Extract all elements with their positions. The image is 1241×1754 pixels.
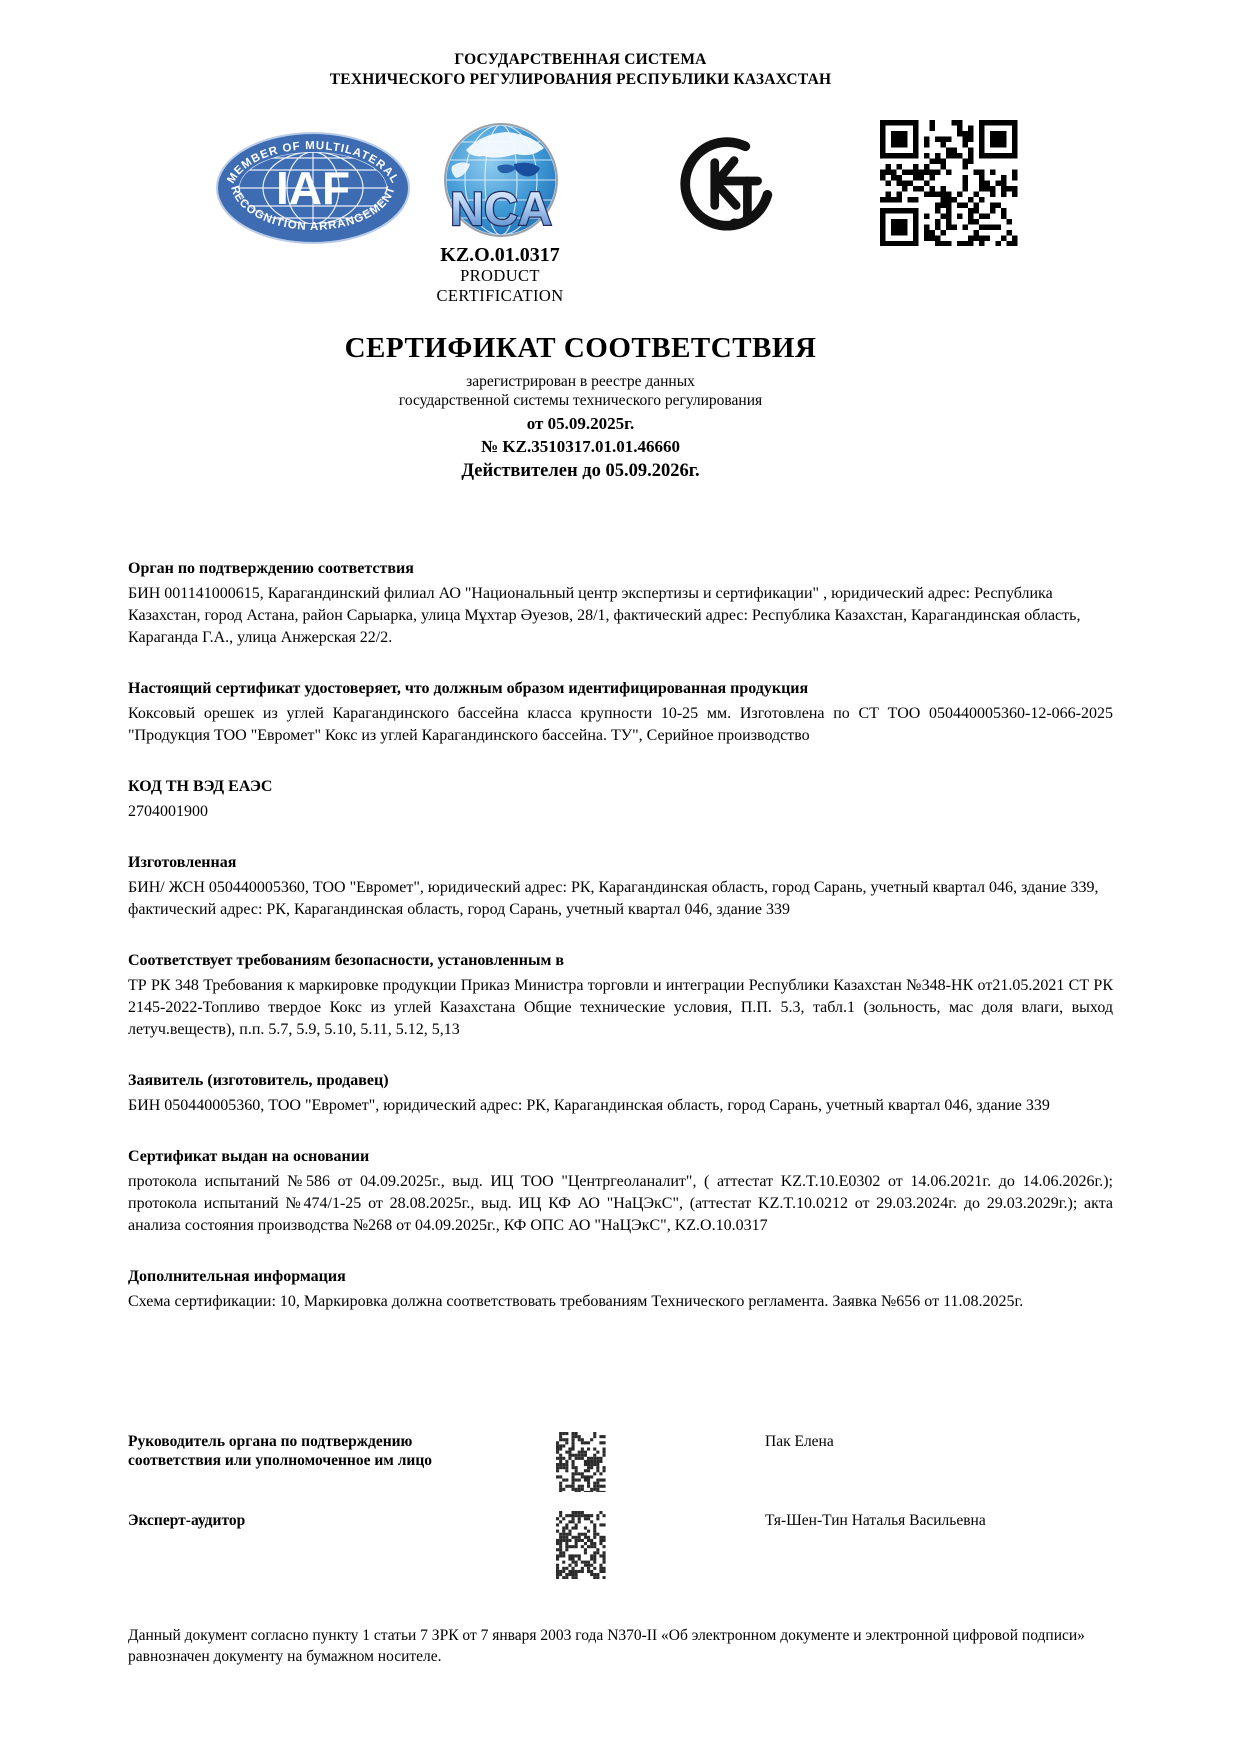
section-product bbox=[128, 678, 1113, 747]
iaf-letters: IAF bbox=[275, 162, 351, 214]
sections bbox=[128, 558, 1113, 1342]
nca-letters: NCA bbox=[450, 182, 552, 235]
registration-line2: государственной системы технического регулирования bbox=[398, 392, 763, 409]
section-heading: Настоящий сертификат удостоверяет, что должным образом идентифицированная продукция bbox=[128, 680, 809, 697]
section-heading: Дополнительная информация bbox=[128, 1268, 346, 1285]
section-heading: Соответствует требованиям безопасности, установленным в bbox=[128, 952, 565, 969]
section-heading: КОД ТН ВЭД ЕАЭС bbox=[128, 778, 273, 795]
registration-date: от 05.09.2025г. bbox=[526, 414, 635, 433]
signature-name: Тя-Шен-Тин Наталья Васильевна bbox=[765, 1512, 986, 1529]
section-heading: Изготовленная bbox=[128, 854, 237, 871]
iaf-bottom-arc-text: RECOGNITION ARRANGEMENT bbox=[228, 184, 398, 234]
section-additional-info bbox=[128, 1266, 1113, 1313]
section-body: БИН 001141000615, Карагандинский филиал АО "Национальный центр экспертизы и сертификации" , юридический адрес: Республика Казахстан, город Астана, район Сарыарка, улица Мұхтар Әуезов, 28/1, фактический адрес: Республика Казахстан, Карагандинская область, Караганда Г.А., улица Анжерская 22/2. bbox=[128, 585, 1081, 646]
section-body: Коксовый орешек из углей Карагандинского бассейна класса крупности 10-25 мм. Изготовлена по СТ ТОО 050440005360-12-066-2025 "Продукция ТОО "Евромет" Кокс из углей Карагандинского бассейна. ТУ", Серийное производство bbox=[128, 705, 1113, 744]
section-body: БИН 050440005360, ТОО "Евромет", юридический адрес: РК, Карагандинская область, город Сарань, учетный квартал 046, здание 339 bbox=[128, 1097, 1050, 1114]
accreditation-block bbox=[355, 244, 645, 306]
qr-code bbox=[880, 120, 1018, 251]
gov-header-line1: ГОСУДАРСТВЕННАЯ СИСТЕМА bbox=[454, 51, 707, 68]
section-tnved-code bbox=[128, 776, 1113, 823]
gov-header bbox=[128, 50, 1033, 90]
valid-until: Действителен до 05.09.2026г. bbox=[461, 461, 700, 481]
section-heading: Орган по подтверждению соответствия bbox=[128, 560, 414, 577]
section-body: ТР РК 348 Требования к маркировке продукции Приказ Министра торговли и интеграции Республики Казахстан №348-НК от21.05.2021 СТ РК 2145-2022-Топливо твердое Кокс из углей Казахстана Общие технические условия, П.П. 5.3, табл.1 (зольность, мас доля влаги, выход летуч.веществ), п.п. 5.7, 5.9, 5.10, 5.11, 5.12, 5,13 bbox=[128, 977, 1113, 1038]
gov-header-line2: ТЕХНИЧЕСКОГО РЕГУЛИРОВАНИЯ РЕСПУБЛИКИ КАЗАХСТАН bbox=[329, 71, 832, 88]
section-basis bbox=[128, 1146, 1113, 1237]
nca-logo bbox=[436, 120, 566, 253]
legal-footer: Данный документ согласно пункту 1 статьи 7 ЗРК от 7 января 2003 года N370-II «Об электронном документе и электронной цифровой подписи» равнозначен документу на бумажном носителе. bbox=[128, 1627, 1085, 1665]
registration-line1: зарегистрирован в реестре данных bbox=[466, 373, 695, 390]
signature-role: Руководитель органа по подтверждению соответствия или уполномоченное им лицо bbox=[128, 1433, 432, 1469]
section-body: БИН/ ЖСН 050440005360, ТОО "Евромет", юридический адрес: РК, Карагандинская область, город Сарань, учетный квартал 046, здание 339, фактический адрес: РК, Карагандинская область, город Сарань, учетный квартал 046, здание 339 bbox=[128, 879, 1099, 918]
signature-row-head bbox=[128, 1432, 1113, 1497]
section-heading: Сертификат выдан на основании bbox=[128, 1148, 370, 1165]
section-heading: Заявитель (изготовитель, продавец) bbox=[128, 1072, 389, 1089]
title-block bbox=[128, 331, 1033, 483]
certificate-number: № KZ.3510317.01.01.46660 bbox=[481, 437, 680, 456]
section-applicant bbox=[128, 1070, 1113, 1117]
section-body: Схема сертификации: 10, Маркировка должна соответствовать требованиям Технического регламента. Заявка №656 от 11.08.2025г. bbox=[128, 1293, 1024, 1310]
page-title: СЕРТИФИКАТ СООТВЕТСТВИЯ bbox=[344, 332, 817, 364]
section-certification-body bbox=[128, 558, 1113, 649]
iaf-logo bbox=[214, 131, 412, 250]
signature-qr-code bbox=[556, 1432, 678, 1497]
signature-qr-code bbox=[556, 1511, 678, 1584]
signature-name: Пак Елена bbox=[765, 1433, 834, 1450]
section-body: протокола испытаний №586 от 04.09.2025г., выд. ИЦ ТОО "Центргеоланалит", ( аттестат KZ.T.10.E0302 от 14.06.2021г. до 14.06.2026г.); протокола испытаний №474/1-25 от 28.08.2025г., выд. ИЦ КФ АО "НаЦЭкС", (аттестат KZ.T.10.0212 от 29.03.2024г. до 29.03.2029г.); акта анализа состояния производства №268 от 04.09.2025г., КФ ОПС АО "НаЦЭкС", KZ.O.10.0317 bbox=[128, 1173, 1113, 1234]
section-requirements bbox=[128, 950, 1113, 1041]
stkz-mark-icon bbox=[676, 131, 778, 238]
signatures bbox=[128, 1432, 1113, 1598]
signature-role: Эксперт-аудитор bbox=[128, 1512, 246, 1529]
accreditation-caption-1: PRODUCT bbox=[460, 266, 540, 285]
section-manufacturer bbox=[128, 852, 1113, 921]
section-body: 2704001900 bbox=[128, 803, 208, 820]
accreditation-caption-2: CERTIFICATION bbox=[436, 286, 564, 305]
signature-row-auditor bbox=[128, 1511, 1113, 1584]
accreditation-code: KZ.O.01.0317 bbox=[440, 244, 560, 266]
iaf-top-arc-text: MEMBER OF MULTILATERAL bbox=[225, 139, 401, 186]
